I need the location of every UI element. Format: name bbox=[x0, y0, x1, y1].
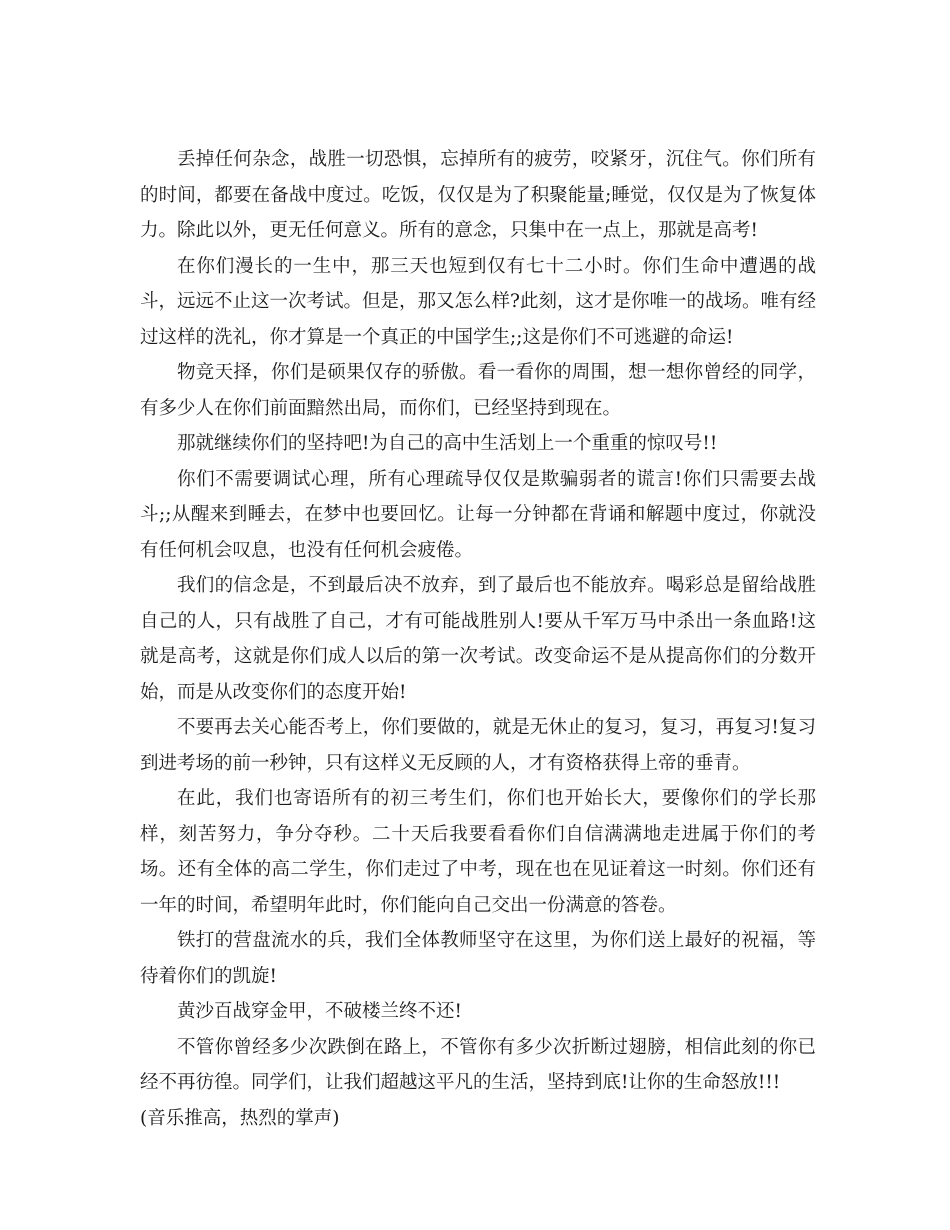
closing-stage-note: (音乐推高，热烈的掌声) bbox=[140, 1107, 340, 1129]
paragraph-8: 在此，我们也寄语所有的初三考生们，你们也开始长大，要像你们的学长那样，刻苦努力，争分夺秒。二十天后我要看看你们自信满满地走进属于你们的考场。还有全体的高二学生，你们走过了中考，现在也在见证着这一时刻。你们还有一年的时间，希望明年此时，你们能向自己交出一份满意的答卷。 bbox=[140, 788, 816, 916]
document-body bbox=[140, 142, 816, 1136]
paragraph-3: 物竞天择，你们是硕果仅存的骄傲。看一看你的周围，想一想你曾经的同学，有多少人在你们前面黯然出局，而你们，已经坚持到现在。 bbox=[140, 362, 816, 419]
paragraph-11: 不管你曾经多少次跌倒在路上，不管你有多少次折断过翅膀，相信此刻的你已经不再彷徨。同学们，让我们超越这平凡的生活，坚持到底!让你的生命怒放!!! bbox=[140, 1036, 816, 1093]
paragraph-1: 丢掉任何杂念，战胜一切恐惧，忘掉所有的疲劳，咬紧牙，沉住气。你们所有的时间，都要在备战中度过。吃饭，仅仅是为了积聚能量;睡觉，仅仅是为了恢复体力。除此以外，更无任何意义。所有的意念，只集中在一点上，那就是高考! bbox=[140, 149, 816, 241]
paragraph-10: 黄沙百战穿金甲，不破楼兰终不还! bbox=[177, 1001, 462, 1022]
paragraph-5: 你们不需要调试心理，所有心理疏导仅仅是欺骗弱者的谎言!你们只需要去战斗;;从醒来到睡去，在梦中也要回忆。让每一分钟都在背诵和解题中度过，你就没有任何机会叹息，也没有任何机会疲倦。 bbox=[140, 468, 816, 561]
paragraph-6: 我们的信念是，不到最后决不放弃，到了最后也不能放弃。喝彩总是留给战胜自己的人，只有战胜了自己，才有可能战胜别人!要从千军万马中杀出一条血路!这就是高考，这就是你们成人以后的第一次考试。改变命运不是从提高你们的分数开始，而是从改变你们的态度开始! bbox=[140, 575, 816, 703]
paragraph-2: 在你们漫长的一生中，那三天也短到仅有七十二小时。你们生命中遭遇的战斗，远远不止这一次考试。但是，那又怎么样?此刻，这才是你唯一的战场。唯有经过这样的洗礼，你才算是一个真正的中国学生;;这是你们不可逃避的命运! bbox=[140, 255, 816, 348]
paragraph-9: 铁打的营盘流水的兵，我们全体教师坚守在这里，为你们送上最好的祝福，等待着你们的凯旋! bbox=[140, 930, 816, 987]
paragraph-4: 那就继续你们的坚持吧!为自己的高中生活划上一个重重的惊叹号!! bbox=[177, 433, 718, 454]
paragraph-7: 不要再去关心能否考上，你们要做的，就是无休止的复习，复习，再复习!复习到进考场的前一秒钟，只有这样义无反顾的人，才有资格获得上帝的垂青。 bbox=[140, 717, 816, 774]
